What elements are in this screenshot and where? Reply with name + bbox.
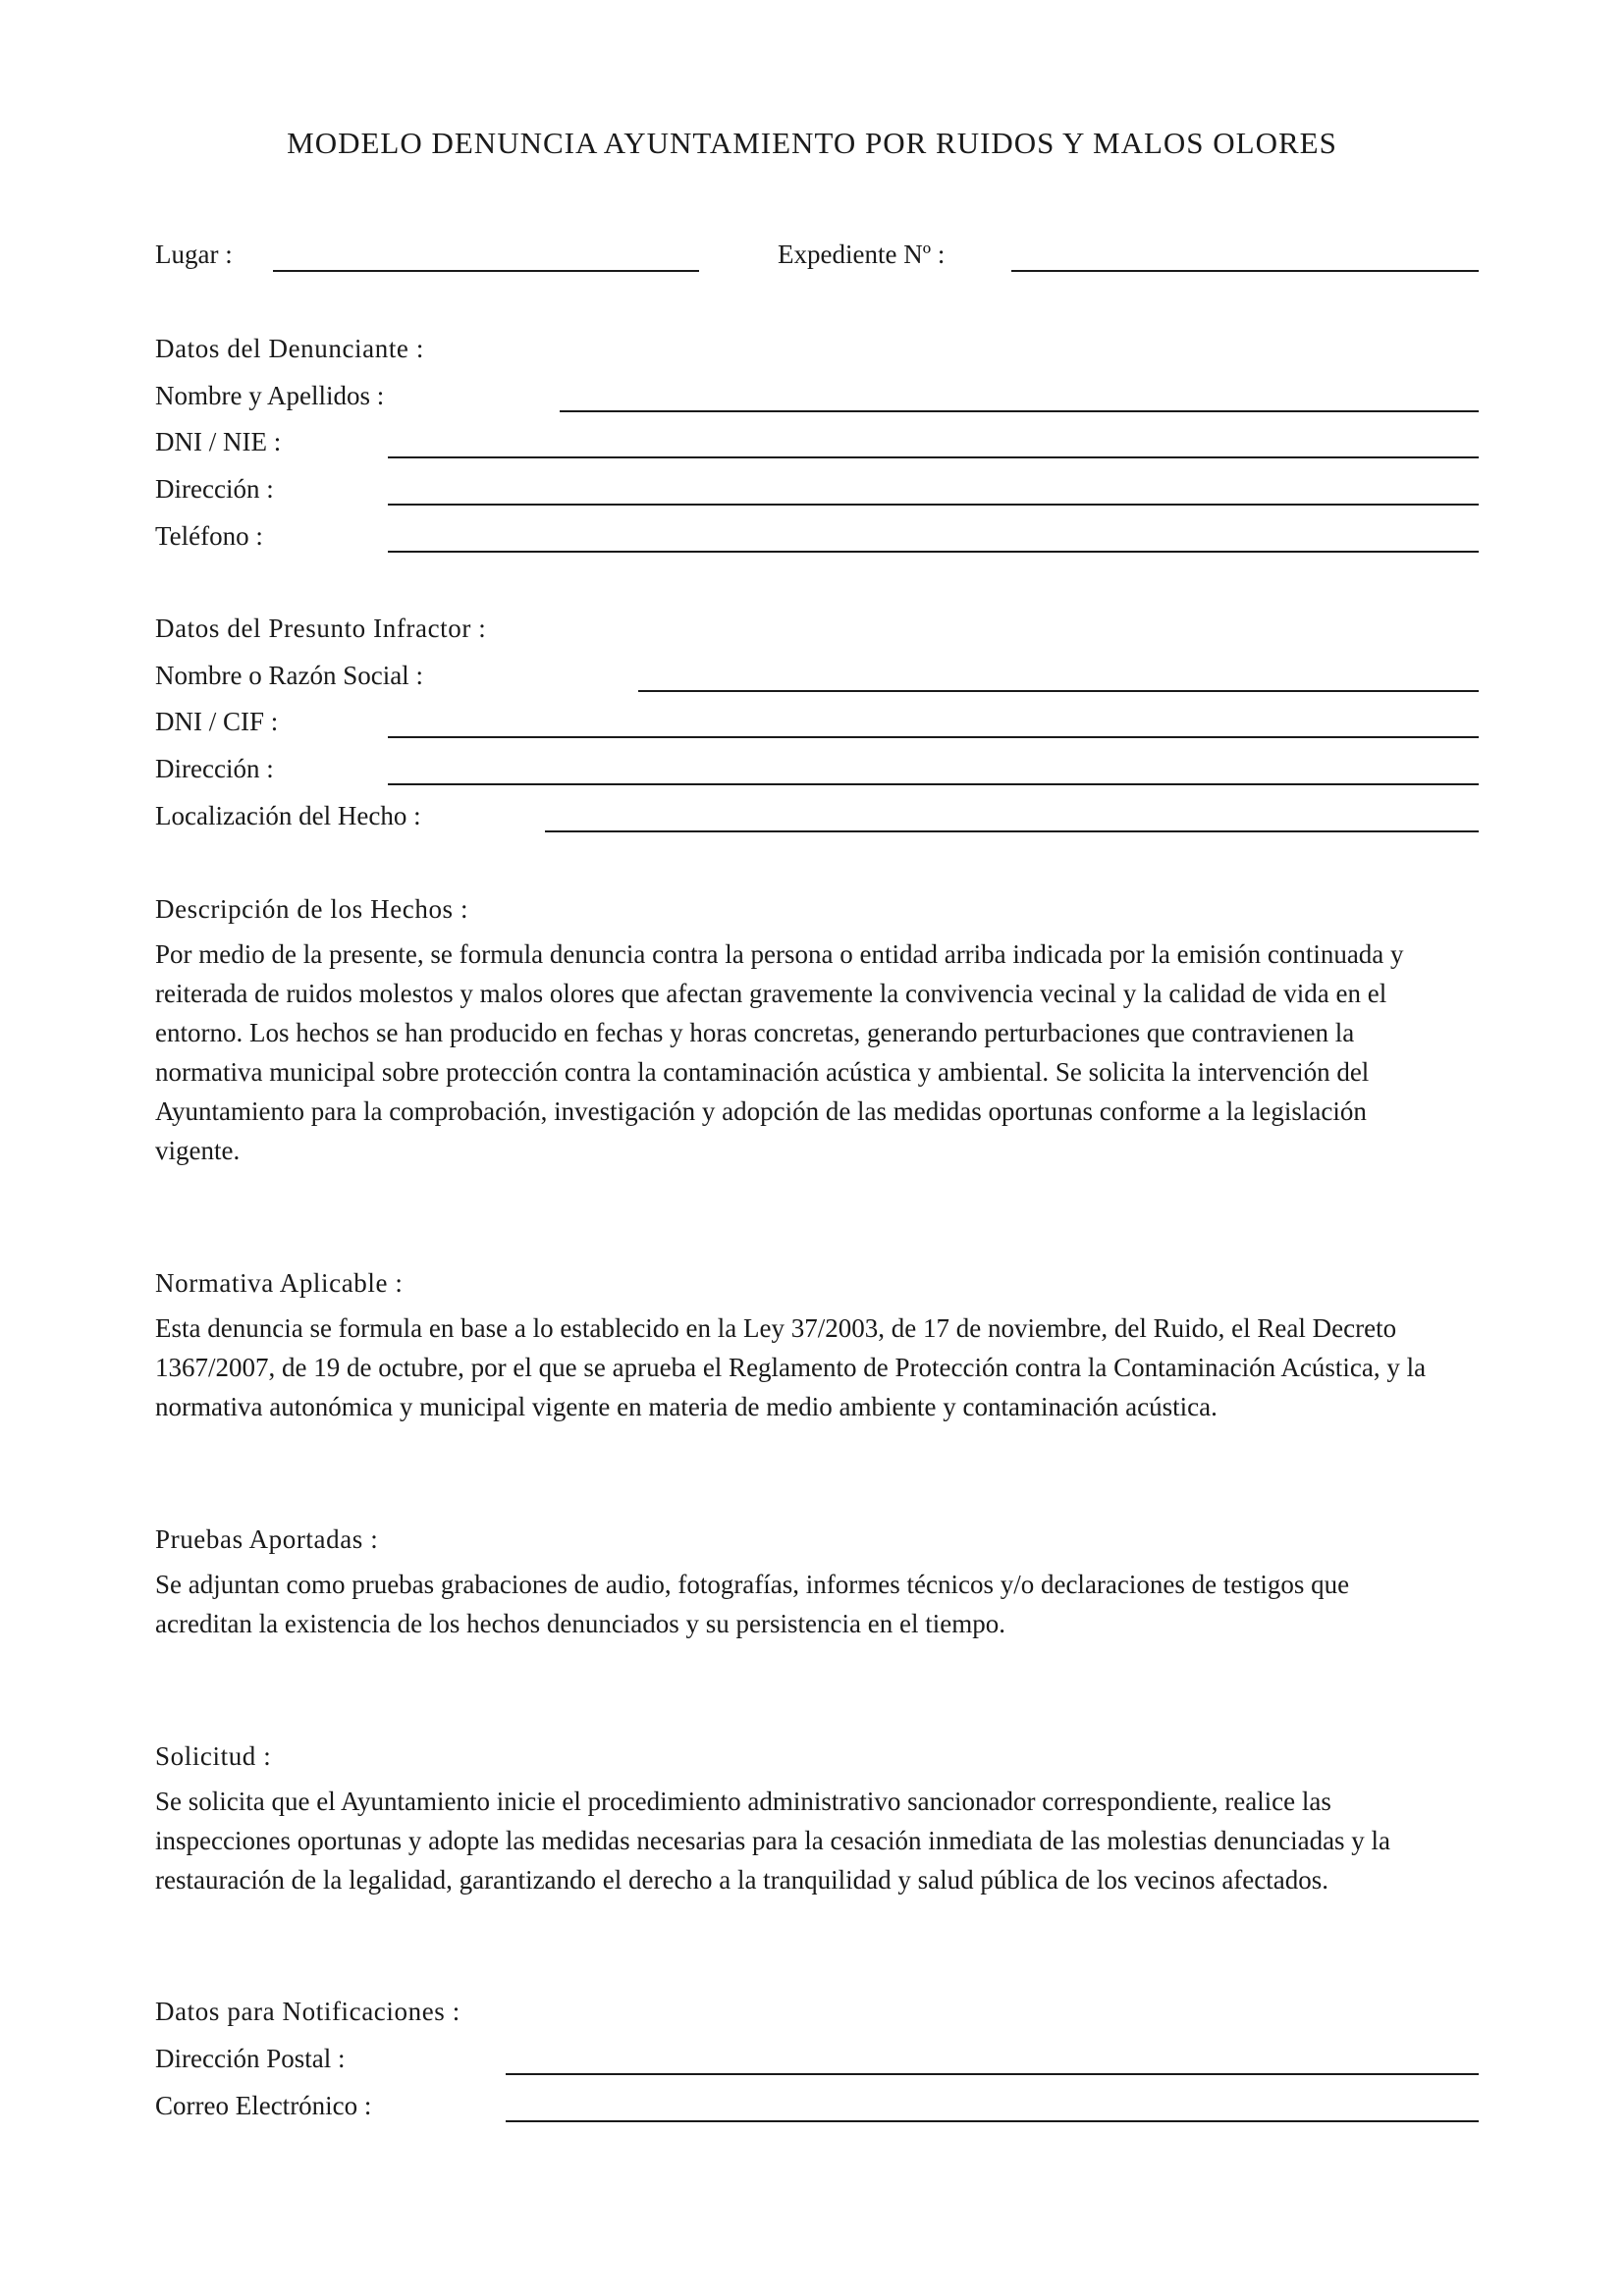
notificaciones-heading: Datos para Notificaciones : — [155, 1997, 460, 2026]
infractor-localizacion-label: Localización del Hecho : — [155, 801, 421, 830]
descripcion-text — [155, 934, 1481, 1170]
lugar-field[interactable] — [273, 270, 699, 272]
normativa-line: normativa autonómica y municipal vigente en materia de medio ambiente y contaminación acústica. — [155, 1392, 1218, 1421]
notificaciones-correo-field[interactable] — [506, 2120, 1479, 2122]
notificaciones-correo-label: Correo Electrónico : — [155, 2091, 372, 2120]
infractor-nombre-label: Nombre o Razón Social : — [155, 661, 423, 690]
infractor-nombre-field[interactable] — [638, 690, 1479, 692]
infractor-direccion-label: Dirección : — [155, 754, 274, 783]
solicitud-line: Se solicita que el Ayuntamiento inicie el procedimiento administrativo sancionador correspondiente, realice las — [155, 1787, 1331, 1816]
expediente-label: Expediente Nº : — [778, 240, 946, 269]
descripcion-line: normativa municipal sobre protección contra la contaminación acústica y ambiental. Se solicita la intervención del — [155, 1057, 1370, 1087]
infractor-localizacion-field[interactable] — [545, 830, 1479, 832]
denunciante-direccion-field[interactable] — [388, 504, 1479, 506]
descripcion-line: Ayuntamiento para la comprobación, investigación y adopción de las medidas oportunas conforme a la legislación — [155, 1096, 1367, 1126]
descripcion-heading: Descripción de los Hechos : — [155, 894, 469, 924]
denunciante-dni-field[interactable] — [388, 456, 1479, 458]
page-title: MODELO DENUNCIA AYUNTAMIENTO POR RUIDOS Y MALOS OLORES — [287, 126, 1337, 160]
normativa-text — [155, 1308, 1481, 1426]
solicitud-line: restauración de la legalidad, garantizando el derecho a la tranquilidad y salud pública de los vecinos afectados. — [155, 1865, 1329, 1895]
normativa-line: Esta denuncia se formula en base a lo establecido en la Ley 37/2003, de 17 de noviembre, del Ruido, el Real Decreto — [155, 1313, 1397, 1343]
normativa-heading: Normativa Aplicable : — [155, 1268, 404, 1298]
normativa-line: 1367/2007, de 19 de octubre, por el que se aprueba el Reglamento de Protección contra la Contaminación Acústica, y la — [155, 1353, 1427, 1382]
descripcion-line: entorno. Los hechos se han producido en fechas y horas concretas, generando perturbaciones que contravienen la — [155, 1018, 1355, 1047]
descripcion-line: reiterada de ruidos molestos y malos olores que afectan gravemente la convivencia vecinal y la calidad de vida en el — [155, 979, 1387, 1008]
denunciante-nombre-label: Nombre y Apellidos : — [155, 381, 385, 410]
denunciante-direccion-label: Dirección : — [155, 474, 274, 504]
infractor-direccion-field[interactable] — [388, 783, 1479, 785]
expediente-field[interactable] — [1011, 270, 1479, 272]
infractor-heading: Datos del Presunto Infractor : — [155, 614, 487, 643]
infractor-dni-label: DNI / CIF : — [155, 707, 279, 736]
denunciante-heading: Datos del Denunciante : — [155, 334, 424, 363]
pruebas-line: acreditan la existencia de los hechos denunciados y su persistencia en el tiempo. — [155, 1609, 1005, 1638]
descripcion-line: Por medio de la presente, se formula denuncia contra la persona o entidad arriba indicada por la emisión continuada y — [155, 939, 1404, 969]
notificaciones-direccion-field[interactable] — [506, 2073, 1479, 2075]
solicitud-text — [155, 1782, 1481, 1899]
denunciante-telefono-field[interactable] — [388, 551, 1479, 553]
denunciante-telefono-label: Teléfono : — [155, 521, 263, 551]
solicitud-line: inspecciones oportunas y adopte las medidas necesarias para la cesación inmediata de las molestias denunciadas y la — [155, 1826, 1391, 1855]
pruebas-heading: Pruebas Aportadas : — [155, 1524, 379, 1554]
pruebas-text — [155, 1565, 1481, 1643]
solicitud-heading: Solicitud : — [155, 1741, 272, 1771]
denunciante-dni-label: DNI / NIE : — [155, 427, 282, 456]
denunciante-nombre-field[interactable] — [560, 410, 1479, 412]
infractor-dni-field[interactable] — [388, 736, 1479, 738]
notificaciones-direccion-label: Dirección Postal : — [155, 2044, 346, 2073]
pruebas-line: Se adjuntan como pruebas grabaciones de audio, fotografías, informes técnicos y/o declaraciones de testigos que — [155, 1570, 1350, 1599]
descripcion-line: vigente. — [155, 1136, 241, 1165]
lugar-label: Lugar : — [155, 240, 233, 269]
